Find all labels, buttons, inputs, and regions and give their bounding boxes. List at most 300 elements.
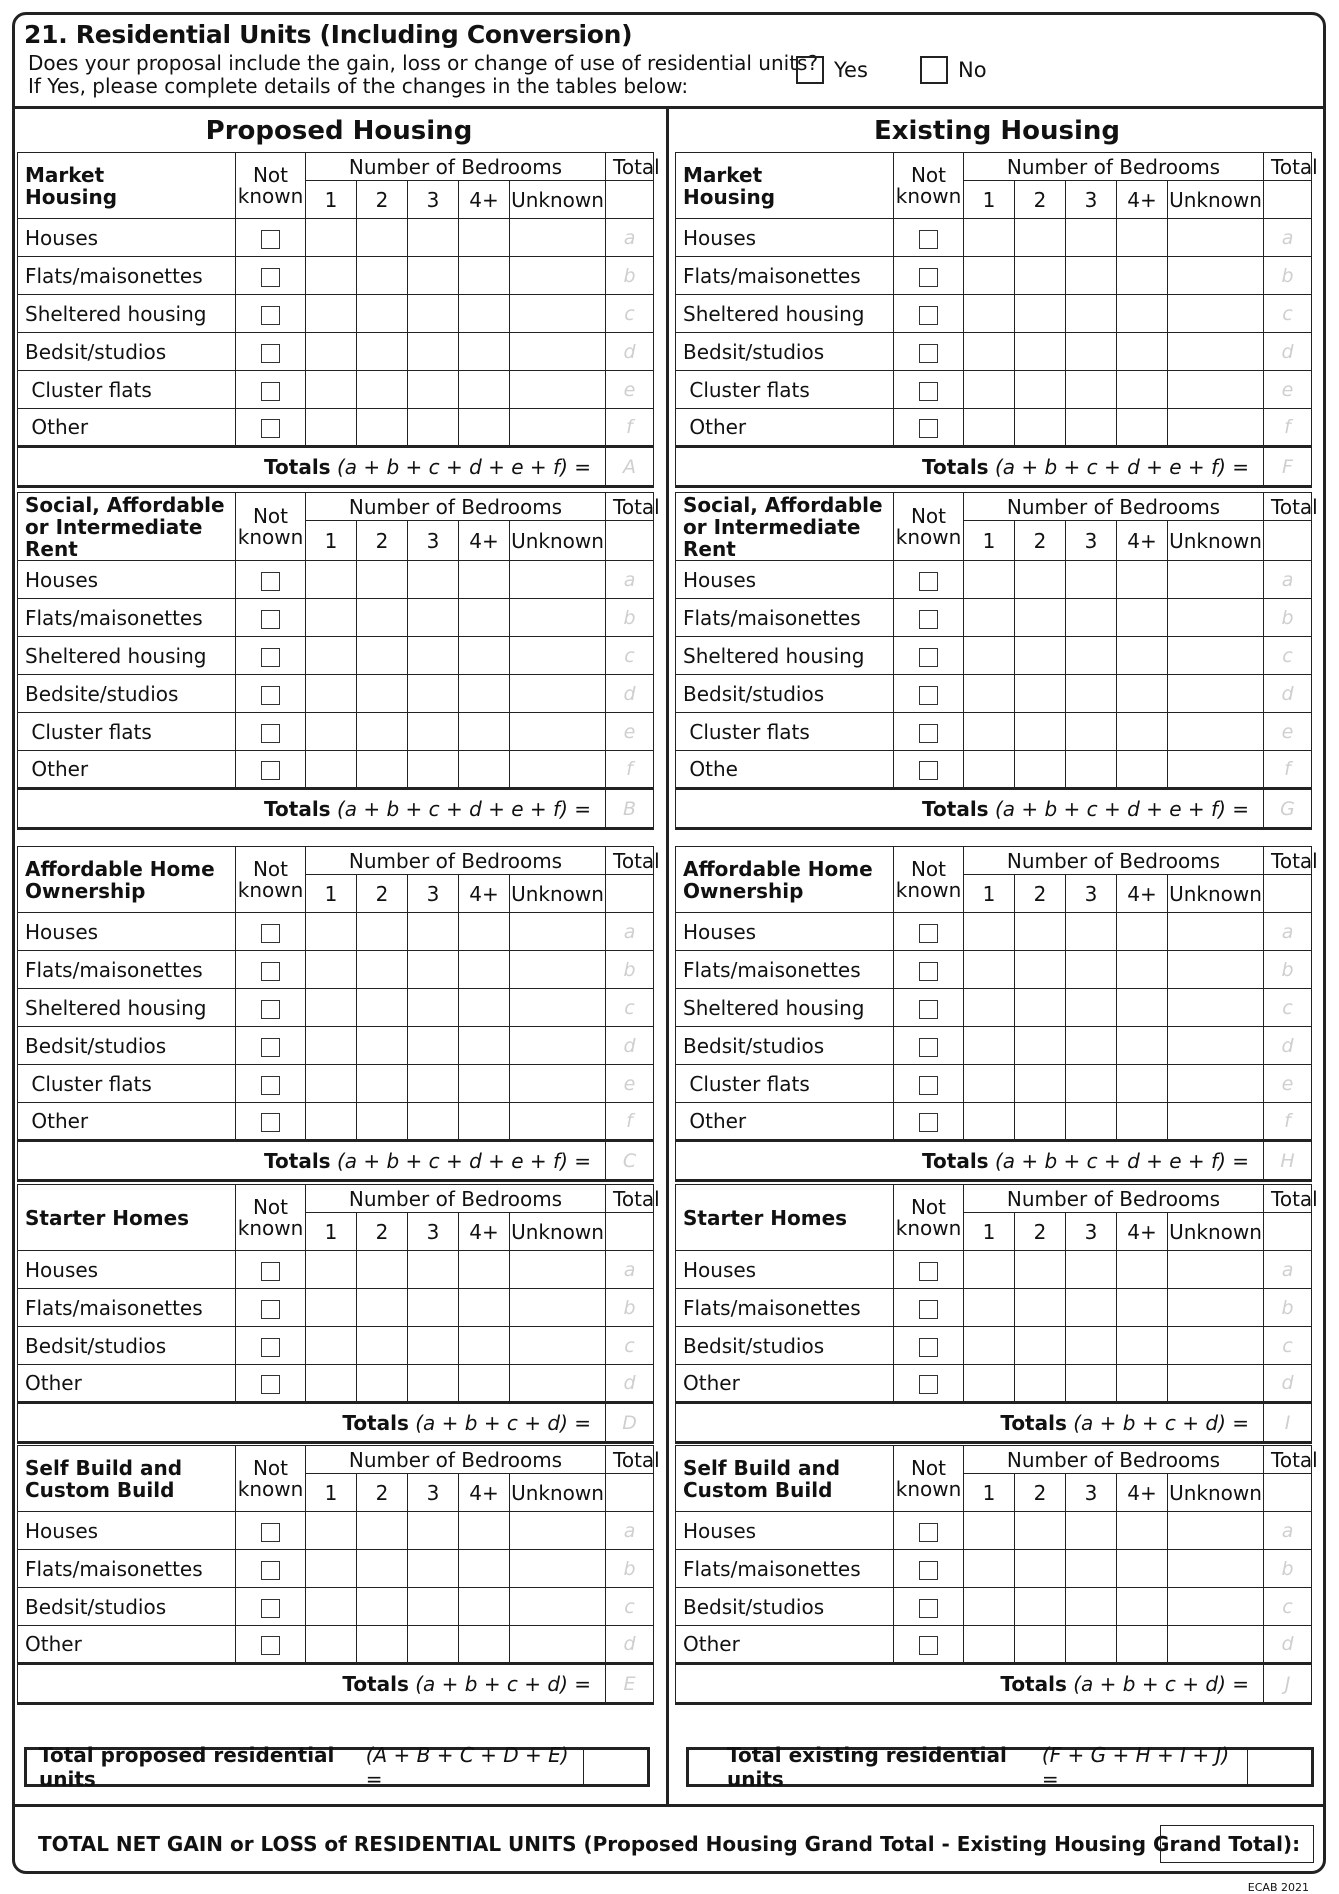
row-total-cell[interactable]: d	[606, 1365, 654, 1403]
bedroom-count-input[interactable]	[306, 409, 357, 447]
bedroom-count-input[interactable]	[306, 637, 357, 675]
bedroom-count-input[interactable]	[408, 1626, 459, 1664]
proposed-grand-input[interactable]	[583, 1750, 647, 1784]
row-total-cell[interactable]: d	[1264, 1027, 1312, 1065]
row-total-cell[interactable]: c	[1264, 989, 1312, 1027]
bedroom-count-input[interactable]	[1066, 333, 1117, 371]
bedroom-count-input[interactable]	[306, 561, 357, 599]
row-total-cell[interactable]: b	[606, 951, 654, 989]
row-total-cell[interactable]: c	[1264, 295, 1312, 333]
bedroom-count-input[interactable]	[459, 409, 510, 447]
row-total-cell[interactable]: f	[1264, 1103, 1312, 1141]
row-total-cell[interactable]: c	[1264, 1327, 1312, 1365]
group-total-cell[interactable]: J	[1264, 1664, 1312, 1704]
bedroom-count-input[interactable]	[306, 1103, 357, 1141]
bedroom-count-input[interactable]	[408, 675, 459, 713]
not-known-checkbox[interactable]	[919, 1262, 938, 1281]
row-total-cell[interactable]: b	[606, 257, 654, 295]
row-total-cell[interactable]: c	[606, 989, 654, 1027]
bedroom-count-input[interactable]	[408, 1103, 459, 1141]
bedroom-count-input[interactable]	[510, 295, 606, 333]
bedroom-count-input[interactable]	[1117, 951, 1168, 989]
bedroom-count-input[interactable]	[510, 1251, 606, 1289]
bedroom-count-input[interactable]	[510, 989, 606, 1027]
bedroom-count-input[interactable]	[1015, 599, 1066, 637]
bedroom-count-input[interactable]	[1168, 1065, 1264, 1103]
group-total-cell[interactable]: E	[606, 1664, 654, 1704]
bedroom-count-input[interactable]	[964, 1588, 1015, 1626]
bedroom-count-input[interactable]	[964, 1103, 1015, 1141]
bedroom-count-input[interactable]	[459, 561, 510, 599]
bedroom-count-input[interactable]	[1015, 1065, 1066, 1103]
row-total-cell[interactable]: e	[606, 1065, 654, 1103]
row-total-cell[interactable]: b	[606, 1289, 654, 1327]
row-total-cell[interactable]: b	[606, 1550, 654, 1588]
row-total-cell[interactable]: a	[1264, 1251, 1312, 1289]
group-total-cell[interactable]: I	[1264, 1403, 1312, 1443]
bedroom-count-input[interactable]	[459, 1626, 510, 1664]
bedroom-count-input[interactable]	[1066, 219, 1117, 257]
bedroom-count-input[interactable]	[510, 751, 606, 789]
bedroom-count-input[interactable]	[408, 371, 459, 409]
row-total-cell[interactable]: f	[1264, 409, 1312, 447]
bedroom-count-input[interactable]	[1015, 637, 1066, 675]
bedroom-count-input[interactable]	[408, 409, 459, 447]
bedroom-count-input[interactable]	[1066, 1251, 1117, 1289]
bedroom-count-input[interactable]	[408, 1550, 459, 1588]
bedroom-count-input[interactable]	[1117, 1550, 1168, 1588]
bedroom-count-input[interactable]	[306, 675, 357, 713]
bedroom-count-input[interactable]	[459, 913, 510, 951]
bedroom-count-input[interactable]	[964, 913, 1015, 951]
bedroom-count-input[interactable]	[510, 713, 606, 751]
row-total-cell[interactable]: d	[606, 1626, 654, 1664]
not-known-checkbox[interactable]	[261, 962, 280, 981]
group-total-cell[interactable]: H	[1264, 1141, 1312, 1181]
bedroom-count-input[interactable]	[1015, 951, 1066, 989]
not-known-checkbox[interactable]	[919, 1523, 938, 1542]
bedroom-count-input[interactable]	[510, 1512, 606, 1550]
bedroom-count-input[interactable]	[1117, 219, 1168, 257]
bedroom-count-input[interactable]	[510, 1588, 606, 1626]
bedroom-count-input[interactable]	[306, 1550, 357, 1588]
bedroom-count-input[interactable]	[1168, 637, 1264, 675]
row-total-cell[interactable]: a	[606, 219, 654, 257]
bedroom-count-input[interactable]	[357, 637, 408, 675]
bedroom-count-input[interactable]	[357, 257, 408, 295]
bedroom-count-input[interactable]	[357, 675, 408, 713]
bedroom-count-input[interactable]	[964, 1327, 1015, 1365]
bedroom-count-input[interactable]	[459, 1588, 510, 1626]
not-known-checkbox[interactable]	[261, 1599, 280, 1618]
bedroom-count-input[interactable]	[408, 1289, 459, 1327]
bedroom-count-input[interactable]	[306, 333, 357, 371]
bedroom-count-input[interactable]	[964, 1626, 1015, 1664]
bedroom-count-input[interactable]	[306, 219, 357, 257]
bedroom-count-input[interactable]	[459, 951, 510, 989]
bedroom-count-input[interactable]	[1168, 409, 1264, 447]
row-total-cell[interactable]: e	[1264, 371, 1312, 409]
bedroom-count-input[interactable]	[1066, 751, 1117, 789]
bedroom-count-input[interactable]	[357, 751, 408, 789]
bedroom-count-input[interactable]	[408, 561, 459, 599]
bedroom-count-input[interactable]	[1015, 1588, 1066, 1626]
bedroom-count-input[interactable]	[1066, 675, 1117, 713]
bedroom-count-input[interactable]	[357, 1065, 408, 1103]
row-total-cell[interactable]: c	[1264, 1588, 1312, 1626]
not-known-checkbox[interactable]	[261, 1561, 280, 1580]
bedroom-count-input[interactable]	[1015, 751, 1066, 789]
not-known-checkbox[interactable]	[261, 1375, 280, 1394]
row-total-cell[interactable]: d	[606, 675, 654, 713]
bedroom-count-input[interactable]	[357, 713, 408, 751]
not-known-checkbox[interactable]	[919, 724, 938, 743]
bedroom-count-input[interactable]	[510, 561, 606, 599]
bedroom-count-input[interactable]	[357, 1550, 408, 1588]
bedroom-count-input[interactable]	[964, 219, 1015, 257]
bedroom-count-input[interactable]	[306, 599, 357, 637]
bedroom-count-input[interactable]	[408, 751, 459, 789]
bedroom-count-input[interactable]	[408, 1365, 459, 1403]
bedroom-count-input[interactable]	[1015, 1289, 1066, 1327]
bedroom-count-input[interactable]	[357, 1103, 408, 1141]
bedroom-count-input[interactable]	[1117, 1289, 1168, 1327]
not-known-checkbox[interactable]	[919, 924, 938, 943]
bedroom-count-input[interactable]	[459, 219, 510, 257]
row-total-cell[interactable]: c	[606, 1588, 654, 1626]
bedroom-count-input[interactable]	[306, 1327, 357, 1365]
bedroom-count-input[interactable]	[510, 913, 606, 951]
bedroom-count-input[interactable]	[510, 409, 606, 447]
bedroom-count-input[interactable]	[1168, 1365, 1264, 1403]
bedroom-count-input[interactable]	[1168, 599, 1264, 637]
bedroom-count-input[interactable]	[1015, 295, 1066, 333]
bedroom-count-input[interactable]	[1168, 1588, 1264, 1626]
bedroom-count-input[interactable]	[1117, 599, 1168, 637]
bedroom-count-input[interactable]	[1117, 1512, 1168, 1550]
row-total-cell[interactable]: d	[1264, 1626, 1312, 1664]
not-known-checkbox[interactable]	[261, 344, 280, 363]
bedroom-count-input[interactable]	[459, 1365, 510, 1403]
bedroom-count-input[interactable]	[1015, 257, 1066, 295]
bedroom-count-input[interactable]	[459, 713, 510, 751]
bedroom-count-input[interactable]	[357, 1365, 408, 1403]
bedroom-count-input[interactable]	[357, 989, 408, 1027]
bedroom-count-input[interactable]	[1015, 913, 1066, 951]
bedroom-count-input[interactable]	[1066, 599, 1117, 637]
bedroom-count-input[interactable]	[306, 1065, 357, 1103]
bedroom-count-input[interactable]	[459, 1289, 510, 1327]
bedroom-count-input[interactable]	[510, 1365, 606, 1403]
bedroom-count-input[interactable]	[1015, 989, 1066, 1027]
bedroom-count-input[interactable]	[1066, 295, 1117, 333]
group-total-cell[interactable]: G	[1264, 789, 1312, 829]
row-total-cell[interactable]: b	[1264, 1289, 1312, 1327]
not-known-checkbox[interactable]	[261, 1113, 280, 1132]
not-known-checkbox[interactable]	[261, 1000, 280, 1019]
row-total-cell[interactable]: b	[606, 599, 654, 637]
not-known-checkbox[interactable]	[261, 1300, 280, 1319]
bedroom-count-input[interactable]	[1117, 295, 1168, 333]
bedroom-count-input[interactable]	[1168, 913, 1264, 951]
bedroom-count-input[interactable]	[408, 951, 459, 989]
bedroom-count-input[interactable]	[510, 1550, 606, 1588]
bedroom-count-input[interactable]	[1066, 257, 1117, 295]
bedroom-count-input[interactable]	[1168, 751, 1264, 789]
bedroom-count-input[interactable]	[510, 1065, 606, 1103]
bedroom-count-input[interactable]	[459, 1327, 510, 1365]
bedroom-count-input[interactable]	[357, 409, 408, 447]
bedroom-count-input[interactable]	[1015, 1103, 1066, 1141]
row-total-cell[interactable]: c	[606, 1327, 654, 1365]
bedroom-count-input[interactable]	[459, 1027, 510, 1065]
row-total-cell[interactable]: d	[1264, 1365, 1312, 1403]
bedroom-count-input[interactable]	[1168, 1550, 1264, 1588]
row-total-cell[interactable]: e	[606, 713, 654, 751]
not-known-checkbox[interactable]	[261, 761, 280, 780]
bedroom-count-input[interactable]	[357, 371, 408, 409]
row-total-cell[interactable]: a	[606, 561, 654, 599]
bedroom-count-input[interactable]	[510, 1103, 606, 1141]
not-known-checkbox[interactable]	[919, 610, 938, 629]
bedroom-count-input[interactable]	[1015, 1251, 1066, 1289]
bedroom-count-input[interactable]	[459, 1550, 510, 1588]
bedroom-count-input[interactable]	[1015, 713, 1066, 751]
row-total-cell[interactable]: a	[606, 1512, 654, 1550]
bedroom-count-input[interactable]	[1168, 1512, 1264, 1550]
bedroom-count-input[interactable]	[1168, 1103, 1264, 1141]
bedroom-count-input[interactable]	[306, 913, 357, 951]
bedroom-count-input[interactable]	[1066, 1588, 1117, 1626]
not-known-checkbox[interactable]	[919, 686, 938, 705]
bedroom-count-input[interactable]	[1168, 257, 1264, 295]
bedroom-count-input[interactable]	[1015, 1550, 1066, 1588]
bedroom-count-input[interactable]	[964, 409, 1015, 447]
bedroom-count-input[interactable]	[306, 1251, 357, 1289]
row-total-cell[interactable]: d	[1264, 333, 1312, 371]
existing-grand-input[interactable]	[1247, 1750, 1311, 1784]
not-known-checkbox[interactable]	[919, 648, 938, 667]
bedroom-count-input[interactable]	[1066, 1289, 1117, 1327]
bedroom-count-input[interactable]	[306, 257, 357, 295]
bedroom-count-input[interactable]	[459, 989, 510, 1027]
bedroom-count-input[interactable]	[1168, 675, 1264, 713]
bedroom-count-input[interactable]	[964, 1512, 1015, 1550]
bedroom-count-input[interactable]	[964, 1550, 1015, 1588]
bedroom-count-input[interactable]	[1066, 1103, 1117, 1141]
bedroom-count-input[interactable]	[1015, 219, 1066, 257]
bedroom-count-input[interactable]	[964, 599, 1015, 637]
bedroom-count-input[interactable]	[408, 219, 459, 257]
bedroom-count-input[interactable]	[1066, 409, 1117, 447]
bedroom-count-input[interactable]	[459, 637, 510, 675]
bedroom-count-input[interactable]	[964, 561, 1015, 599]
bedroom-count-input[interactable]	[1066, 1365, 1117, 1403]
bedroom-count-input[interactable]	[1117, 409, 1168, 447]
bedroom-count-input[interactable]	[459, 295, 510, 333]
bedroom-count-input[interactable]	[357, 1588, 408, 1626]
bedroom-count-input[interactable]	[306, 1027, 357, 1065]
bedroom-count-input[interactable]	[1168, 219, 1264, 257]
bedroom-count-input[interactable]	[510, 1327, 606, 1365]
bedroom-count-input[interactable]	[1066, 989, 1117, 1027]
not-known-checkbox[interactable]	[919, 306, 938, 325]
bedroom-count-input[interactable]	[357, 599, 408, 637]
bedroom-count-input[interactable]	[964, 333, 1015, 371]
bedroom-count-input[interactable]	[1015, 1027, 1066, 1065]
bedroom-count-input[interactable]	[1117, 989, 1168, 1027]
bedroom-count-input[interactable]	[1117, 561, 1168, 599]
bedroom-count-input[interactable]	[1117, 913, 1168, 951]
bedroom-count-input[interactable]	[357, 951, 408, 989]
bedroom-count-input[interactable]	[459, 371, 510, 409]
bedroom-count-input[interactable]	[459, 1251, 510, 1289]
yes-option[interactable]	[796, 56, 868, 84]
row-total-cell[interactable]: f	[606, 1103, 654, 1141]
bedroom-count-input[interactable]	[510, 371, 606, 409]
bedroom-count-input[interactable]	[306, 295, 357, 333]
bedroom-count-input[interactable]	[1066, 713, 1117, 751]
row-total-cell[interactable]: f	[606, 751, 654, 789]
yes-checkbox[interactable]	[796, 56, 824, 84]
bedroom-count-input[interactable]	[408, 1065, 459, 1103]
bedroom-count-input[interactable]	[357, 219, 408, 257]
bedroom-count-input[interactable]	[1168, 713, 1264, 751]
bedroom-count-input[interactable]	[1015, 561, 1066, 599]
row-total-cell[interactable]: a	[1264, 219, 1312, 257]
bedroom-count-input[interactable]	[357, 1327, 408, 1365]
bedroom-count-input[interactable]	[1168, 1251, 1264, 1289]
bedroom-count-input[interactable]	[1168, 1027, 1264, 1065]
not-known-checkbox[interactable]	[261, 1523, 280, 1542]
row-total-cell[interactable]: b	[1264, 599, 1312, 637]
bedroom-count-input[interactable]	[964, 751, 1015, 789]
bedroom-count-input[interactable]	[510, 599, 606, 637]
bedroom-count-input[interactable]	[357, 1289, 408, 1327]
bedroom-count-input[interactable]	[459, 1065, 510, 1103]
bedroom-count-input[interactable]	[306, 989, 357, 1027]
bedroom-count-input[interactable]	[964, 257, 1015, 295]
bedroom-count-input[interactable]	[357, 561, 408, 599]
bedroom-count-input[interactable]	[357, 1027, 408, 1065]
bedroom-count-input[interactable]	[459, 333, 510, 371]
bedroom-count-input[interactable]	[1066, 951, 1117, 989]
bedroom-count-input[interactable]	[1066, 1027, 1117, 1065]
bedroom-count-input[interactable]	[964, 295, 1015, 333]
bedroom-count-input[interactable]	[306, 1289, 357, 1327]
bedroom-count-input[interactable]	[1168, 951, 1264, 989]
row-total-cell[interactable]: d	[1264, 675, 1312, 713]
not-known-checkbox[interactable]	[919, 382, 938, 401]
bedroom-count-input[interactable]	[1117, 1251, 1168, 1289]
row-total-cell[interactable]: f	[1264, 751, 1312, 789]
bedroom-count-input[interactable]	[964, 713, 1015, 751]
bedroom-count-input[interactable]	[1117, 1103, 1168, 1141]
bedroom-count-input[interactable]	[1168, 333, 1264, 371]
bedroom-count-input[interactable]	[1117, 1365, 1168, 1403]
bedroom-count-input[interactable]	[510, 675, 606, 713]
not-known-checkbox[interactable]	[261, 1262, 280, 1281]
not-known-checkbox[interactable]	[261, 686, 280, 705]
not-known-checkbox[interactable]	[261, 1038, 280, 1057]
bedroom-count-input[interactable]	[964, 951, 1015, 989]
bedroom-count-input[interactable]	[408, 257, 459, 295]
bedroom-count-input[interactable]	[459, 257, 510, 295]
row-total-cell[interactable]: e	[1264, 1065, 1312, 1103]
not-known-checkbox[interactable]	[919, 1076, 938, 1095]
bedroom-count-input[interactable]	[1066, 637, 1117, 675]
bedroom-count-input[interactable]	[1066, 371, 1117, 409]
not-known-checkbox[interactable]	[919, 1599, 938, 1618]
bedroom-count-input[interactable]	[459, 675, 510, 713]
bedroom-count-input[interactable]	[408, 713, 459, 751]
bedroom-count-input[interactable]	[1168, 561, 1264, 599]
bedroom-count-input[interactable]	[408, 989, 459, 1027]
bedroom-count-input[interactable]	[1168, 371, 1264, 409]
group-total-cell[interactable]: D	[606, 1403, 654, 1443]
bedroom-count-input[interactable]	[1015, 1626, 1066, 1664]
bedroom-count-input[interactable]	[408, 637, 459, 675]
bedroom-count-input[interactable]	[1066, 913, 1117, 951]
bedroom-count-input[interactable]	[459, 1512, 510, 1550]
not-known-checkbox[interactable]	[261, 572, 280, 591]
no-option[interactable]	[920, 56, 987, 84]
bedroom-count-input[interactable]	[357, 1251, 408, 1289]
bedroom-count-input[interactable]	[1117, 1327, 1168, 1365]
bedroom-count-input[interactable]	[408, 1027, 459, 1065]
bedroom-count-input[interactable]	[1168, 295, 1264, 333]
bedroom-count-input[interactable]	[1015, 333, 1066, 371]
not-known-checkbox[interactable]	[261, 419, 280, 438]
bedroom-count-input[interactable]	[1117, 371, 1168, 409]
bedroom-count-input[interactable]	[964, 1289, 1015, 1327]
row-total-cell[interactable]: c	[606, 295, 654, 333]
row-total-cell[interactable]: b	[1264, 951, 1312, 989]
bedroom-count-input[interactable]	[1168, 989, 1264, 1027]
bedroom-count-input[interactable]	[357, 913, 408, 951]
bedroom-count-input[interactable]	[1066, 1512, 1117, 1550]
bedroom-count-input[interactable]	[1117, 1626, 1168, 1664]
bedroom-count-input[interactable]	[408, 1588, 459, 1626]
not-known-checkbox[interactable]	[261, 306, 280, 325]
bedroom-count-input[interactable]	[408, 599, 459, 637]
bedroom-count-input[interactable]	[459, 599, 510, 637]
row-total-cell[interactable]: d	[606, 1027, 654, 1065]
not-known-checkbox[interactable]	[261, 230, 280, 249]
bedroom-count-input[interactable]	[1117, 1027, 1168, 1065]
row-total-cell[interactable]: d	[606, 333, 654, 371]
bedroom-count-input[interactable]	[1117, 713, 1168, 751]
bedroom-count-input[interactable]	[1117, 675, 1168, 713]
not-known-checkbox[interactable]	[261, 268, 280, 287]
bedroom-count-input[interactable]	[964, 989, 1015, 1027]
not-known-checkbox[interactable]	[261, 724, 280, 743]
bedroom-count-input[interactable]	[306, 1626, 357, 1664]
bedroom-count-input[interactable]	[1066, 1550, 1117, 1588]
bedroom-count-input[interactable]	[510, 333, 606, 371]
bedroom-count-input[interactable]	[964, 371, 1015, 409]
not-known-checkbox[interactable]	[919, 1113, 938, 1132]
not-known-checkbox[interactable]	[919, 1636, 938, 1655]
bedroom-count-input[interactable]	[357, 1626, 408, 1664]
bedroom-count-input[interactable]	[1168, 1626, 1264, 1664]
bedroom-count-input[interactable]	[510, 257, 606, 295]
bedroom-count-input[interactable]	[357, 1512, 408, 1550]
not-known-checkbox[interactable]	[919, 962, 938, 981]
not-known-checkbox[interactable]	[919, 1038, 938, 1057]
row-total-cell[interactable]: a	[1264, 561, 1312, 599]
row-total-cell[interactable]: e	[1264, 713, 1312, 751]
